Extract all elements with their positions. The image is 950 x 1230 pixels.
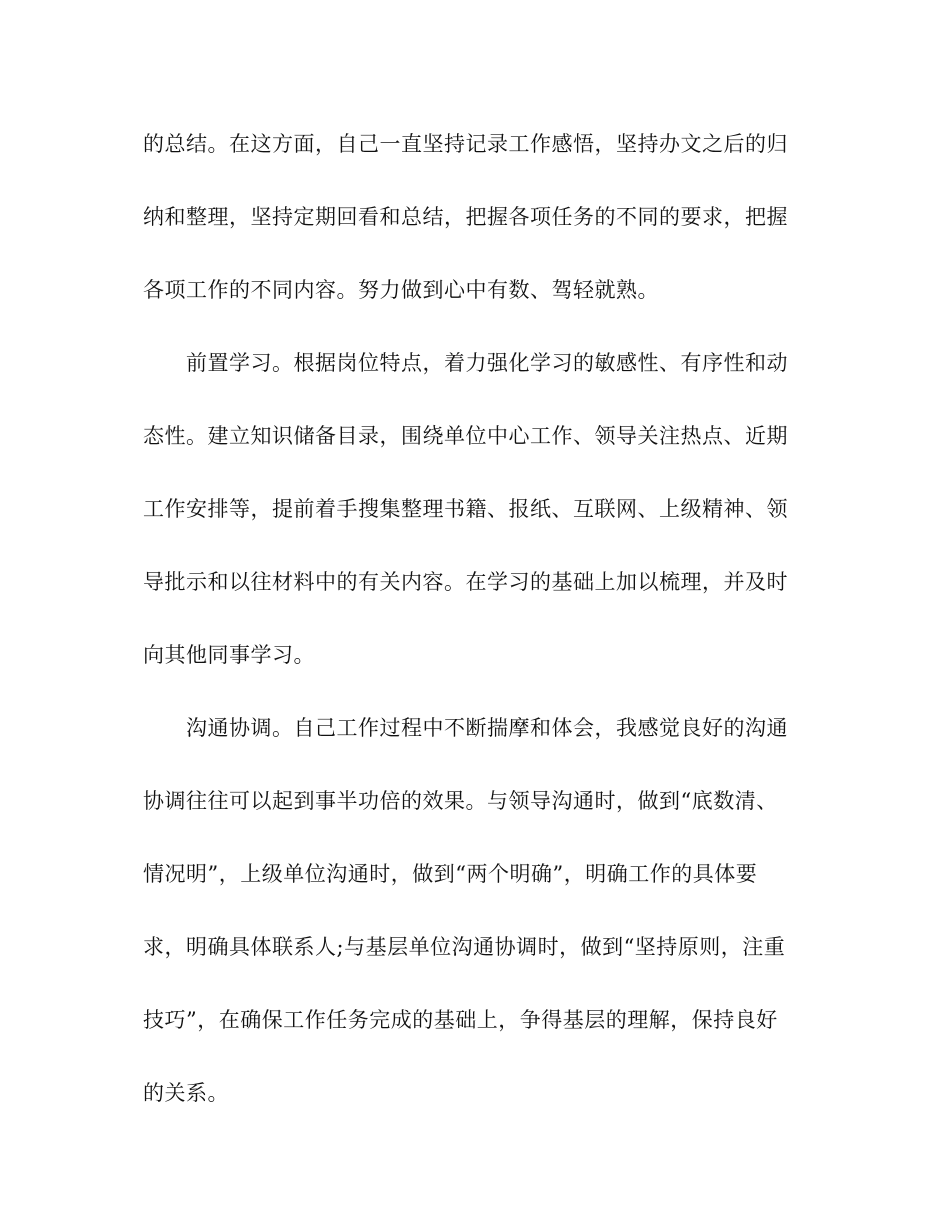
paragraph-1-line-3: 各项工作的不同内容。努力做到心中有数、驾轻就熟。 (143, 278, 659, 302)
paragraph-2-line-2: 态性。建立知识储备目录，围绕单位中心工作、领导关注热点、近期 (143, 424, 788, 448)
paragraph-3-line-5: 技巧”，在确保工作任务完成的基础上，争得基层的理解，保持良好 (143, 1008, 778, 1032)
paragraph-3-line-4: 求，明确具体联系人;与基层单位沟通协调时，做到“坚持原则，注重 (143, 935, 786, 959)
body-text (143, 124, 823, 1146)
paragraph-3-line-2: 协调往往可以起到事半功倍的效果。与领导沟通时，做到“底数清、 (143, 789, 778, 813)
paragraph-2-line-5: 向其他同事学习。 (143, 643, 315, 667)
paragraph-3-line-6: 的关系。 (143, 1081, 229, 1105)
paragraph-1-line-2: 纳和整理，坚持定期回看和总结，把握各项任务的不同的要求，把握 (143, 205, 788, 229)
paragraph-2-line-3: 工作安排等，提前着手搜集整理书籍、报纸、互联网、上级精神、领 (143, 497, 788, 521)
paragraph-2-line-1: 前置学习。根据岗位特点，着力强化学习的敏感性、有序性和动 (186, 351, 788, 375)
paragraph-3-line-1: 沟通协调。自己工作过程中不断揣摩和体会，我感觉良好的沟通 (186, 716, 788, 740)
paragraph-3-line-3: 情况明”，上级单位沟通时，做到“两个明确”，明确工作的具体要 (143, 862, 758, 886)
paragraph-1-line-1: 的总结。在这方面，自己一直坚持记录工作感悟，坚持办文之后的归 (143, 132, 788, 156)
paragraph-2-line-4: 导批示和以往材料中的有关内容。在学习的基础上加以梳理，并及时 (143, 570, 788, 594)
